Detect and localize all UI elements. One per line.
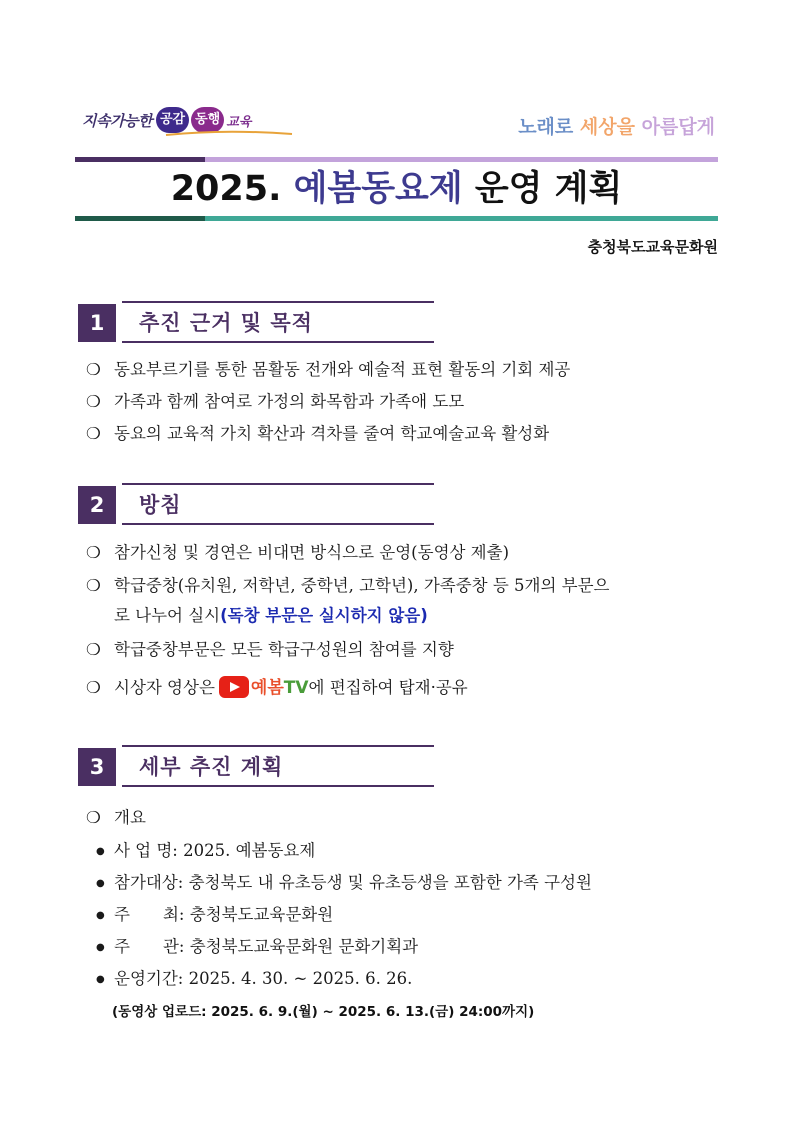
- detail-label: 운영기간:: [114, 969, 184, 988]
- section-rule-bottom: [122, 523, 434, 525]
- list-item-text: 로 나누어 실시: [114, 606, 221, 625]
- detail-row: [90, 935, 418, 960]
- detail-label: 사 업 명:: [114, 841, 178, 860]
- motto-part-2: 세상을: [579, 116, 635, 138]
- list-item-continuation: [114, 604, 428, 628]
- title-rule-bottom-left: [75, 216, 205, 221]
- list-item-text: 동요의 교육적 가치 확산과 격차를 줄여 학교예술교육 활성화: [114, 424, 550, 443]
- dot-bullet-icon: ●: [96, 910, 105, 921]
- circle-bullet-icon: ❍: [86, 678, 101, 697]
- section-number: 1: [78, 304, 116, 342]
- section-title: 방침: [139, 493, 182, 517]
- section-rule-top: [122, 745, 434, 747]
- logo-badge-2: 동행: [191, 107, 224, 133]
- title-rule-top-left: [75, 157, 205, 162]
- section-rule-top: [122, 301, 434, 303]
- detail-label: 주 최:: [114, 905, 185, 924]
- list-item: [86, 422, 549, 446]
- upload-period-note: (동영상 업로드: 2025. 6. 9.(월) ~ 2025. 6. 13.(금) 24:00까지): [112, 1004, 535, 1020]
- brand-part-1: 예봄: [250, 678, 284, 698]
- dot-bullet-icon: ●: [96, 974, 105, 985]
- list-item-text: 시상자 영상은: [114, 678, 215, 697]
- brand-part-2: TV: [283, 678, 309, 698]
- logo-badge-1: 공감: [156, 107, 189, 133]
- motto-part-3: 아름답게: [641, 116, 715, 138]
- section-title: 세부 추진 계획: [139, 755, 284, 779]
- title-rule-top-right: [205, 157, 718, 162]
- list-item: [86, 806, 146, 830]
- dot-bullet-icon: ●: [96, 846, 105, 857]
- logo-tail-text: 교육: [226, 114, 252, 130]
- section-rule-bottom: [122, 785, 434, 787]
- list-item-text: 개요: [114, 808, 146, 827]
- list-item: [86, 390, 464, 414]
- youtube-play-icon: [219, 676, 249, 698]
- list-item: [86, 541, 509, 565]
- circle-bullet-icon: ❍: [86, 424, 101, 443]
- section-rule-top: [122, 483, 434, 485]
- list-item-text: 가족과 함께 참여로 가정의 화목함과 가족애 도모: [114, 392, 465, 411]
- logo-lead-text: 지속가능한: [82, 111, 152, 130]
- list-item: [86, 358, 570, 382]
- detail-label: 참가대상:: [114, 873, 184, 892]
- detail-value: 충청북도교육문화원: [189, 905, 334, 924]
- circle-bullet-icon: ❍: [86, 392, 101, 411]
- detail-value: 2025. 4. 30. ~ 2025. 6. 26.: [188, 969, 413, 988]
- section-header-3: [78, 745, 434, 787]
- list-item-text: 에 편집하여 탑재·공유: [308, 678, 468, 697]
- detail-value: 충청북도 내 유초등생 및 유초등생을 포함한 가족 구성원: [188, 873, 592, 892]
- list-item-text: 학급중창(유치원, 저학년, 중학년, 고학년), 가족중창 등 5개의 부문으: [114, 576, 610, 595]
- dot-bullet-icon: ●: [96, 942, 105, 953]
- section-header-1: [78, 301, 434, 343]
- list-item: [86, 676, 468, 700]
- circle-bullet-icon: ❍: [86, 808, 101, 827]
- list-item: [86, 574, 609, 598]
- detail-value: 충청북도교육문화원 문화기획과: [189, 937, 419, 956]
- emphasis-note: (독창 부문은 실시하지 않음): [220, 606, 428, 625]
- section-rule-bottom: [122, 341, 434, 343]
- title-prefix: 2025.: [170, 169, 282, 209]
- section-number: 3: [78, 748, 116, 786]
- logo-swoosh-icon: [164, 130, 294, 138]
- list-item-text: 동요부르기를 통한 몸활동 전개와 예술적 표현 활동의 기회 제공: [114, 360, 571, 379]
- detail-row: [90, 839, 315, 864]
- section-title: 추진 근거 및 목적: [139, 311, 313, 335]
- list-item: [86, 638, 454, 662]
- list-item-text: 학급중창부문은 모든 학급구성원의 참여를 지향: [114, 640, 454, 659]
- circle-bullet-icon: ❍: [86, 543, 101, 562]
- title-suffix: 운영 계획: [474, 169, 623, 209]
- detail-row: [90, 967, 412, 992]
- title-rule-bottom-right: [205, 216, 718, 221]
- section-header-2: [78, 483, 434, 525]
- document-title: [75, 163, 718, 215]
- section-number: 2: [78, 486, 116, 524]
- circle-bullet-icon: ❍: [86, 640, 101, 659]
- circle-bullet-icon: ❍: [86, 360, 101, 379]
- detail-label: 주 관:: [114, 937, 185, 956]
- dot-bullet-icon: ●: [96, 878, 105, 889]
- detail-value: 2025. 예봄동요제: [183, 841, 316, 860]
- organization-name: 충청북도교육문화원: [587, 238, 718, 256]
- motto-part-1: 노래로: [518, 116, 574, 138]
- list-item-text: 참가신청 및 경연은 비대면 방식으로 운영(동영상 제출): [114, 543, 510, 562]
- detail-row: [90, 903, 333, 928]
- detail-row: [90, 871, 592, 896]
- title-accent: 예봄동요제: [293, 169, 463, 209]
- circle-bullet-icon: ❍: [86, 576, 101, 595]
- motto: [518, 112, 715, 139]
- yebom-tv-brand: [251, 678, 309, 698]
